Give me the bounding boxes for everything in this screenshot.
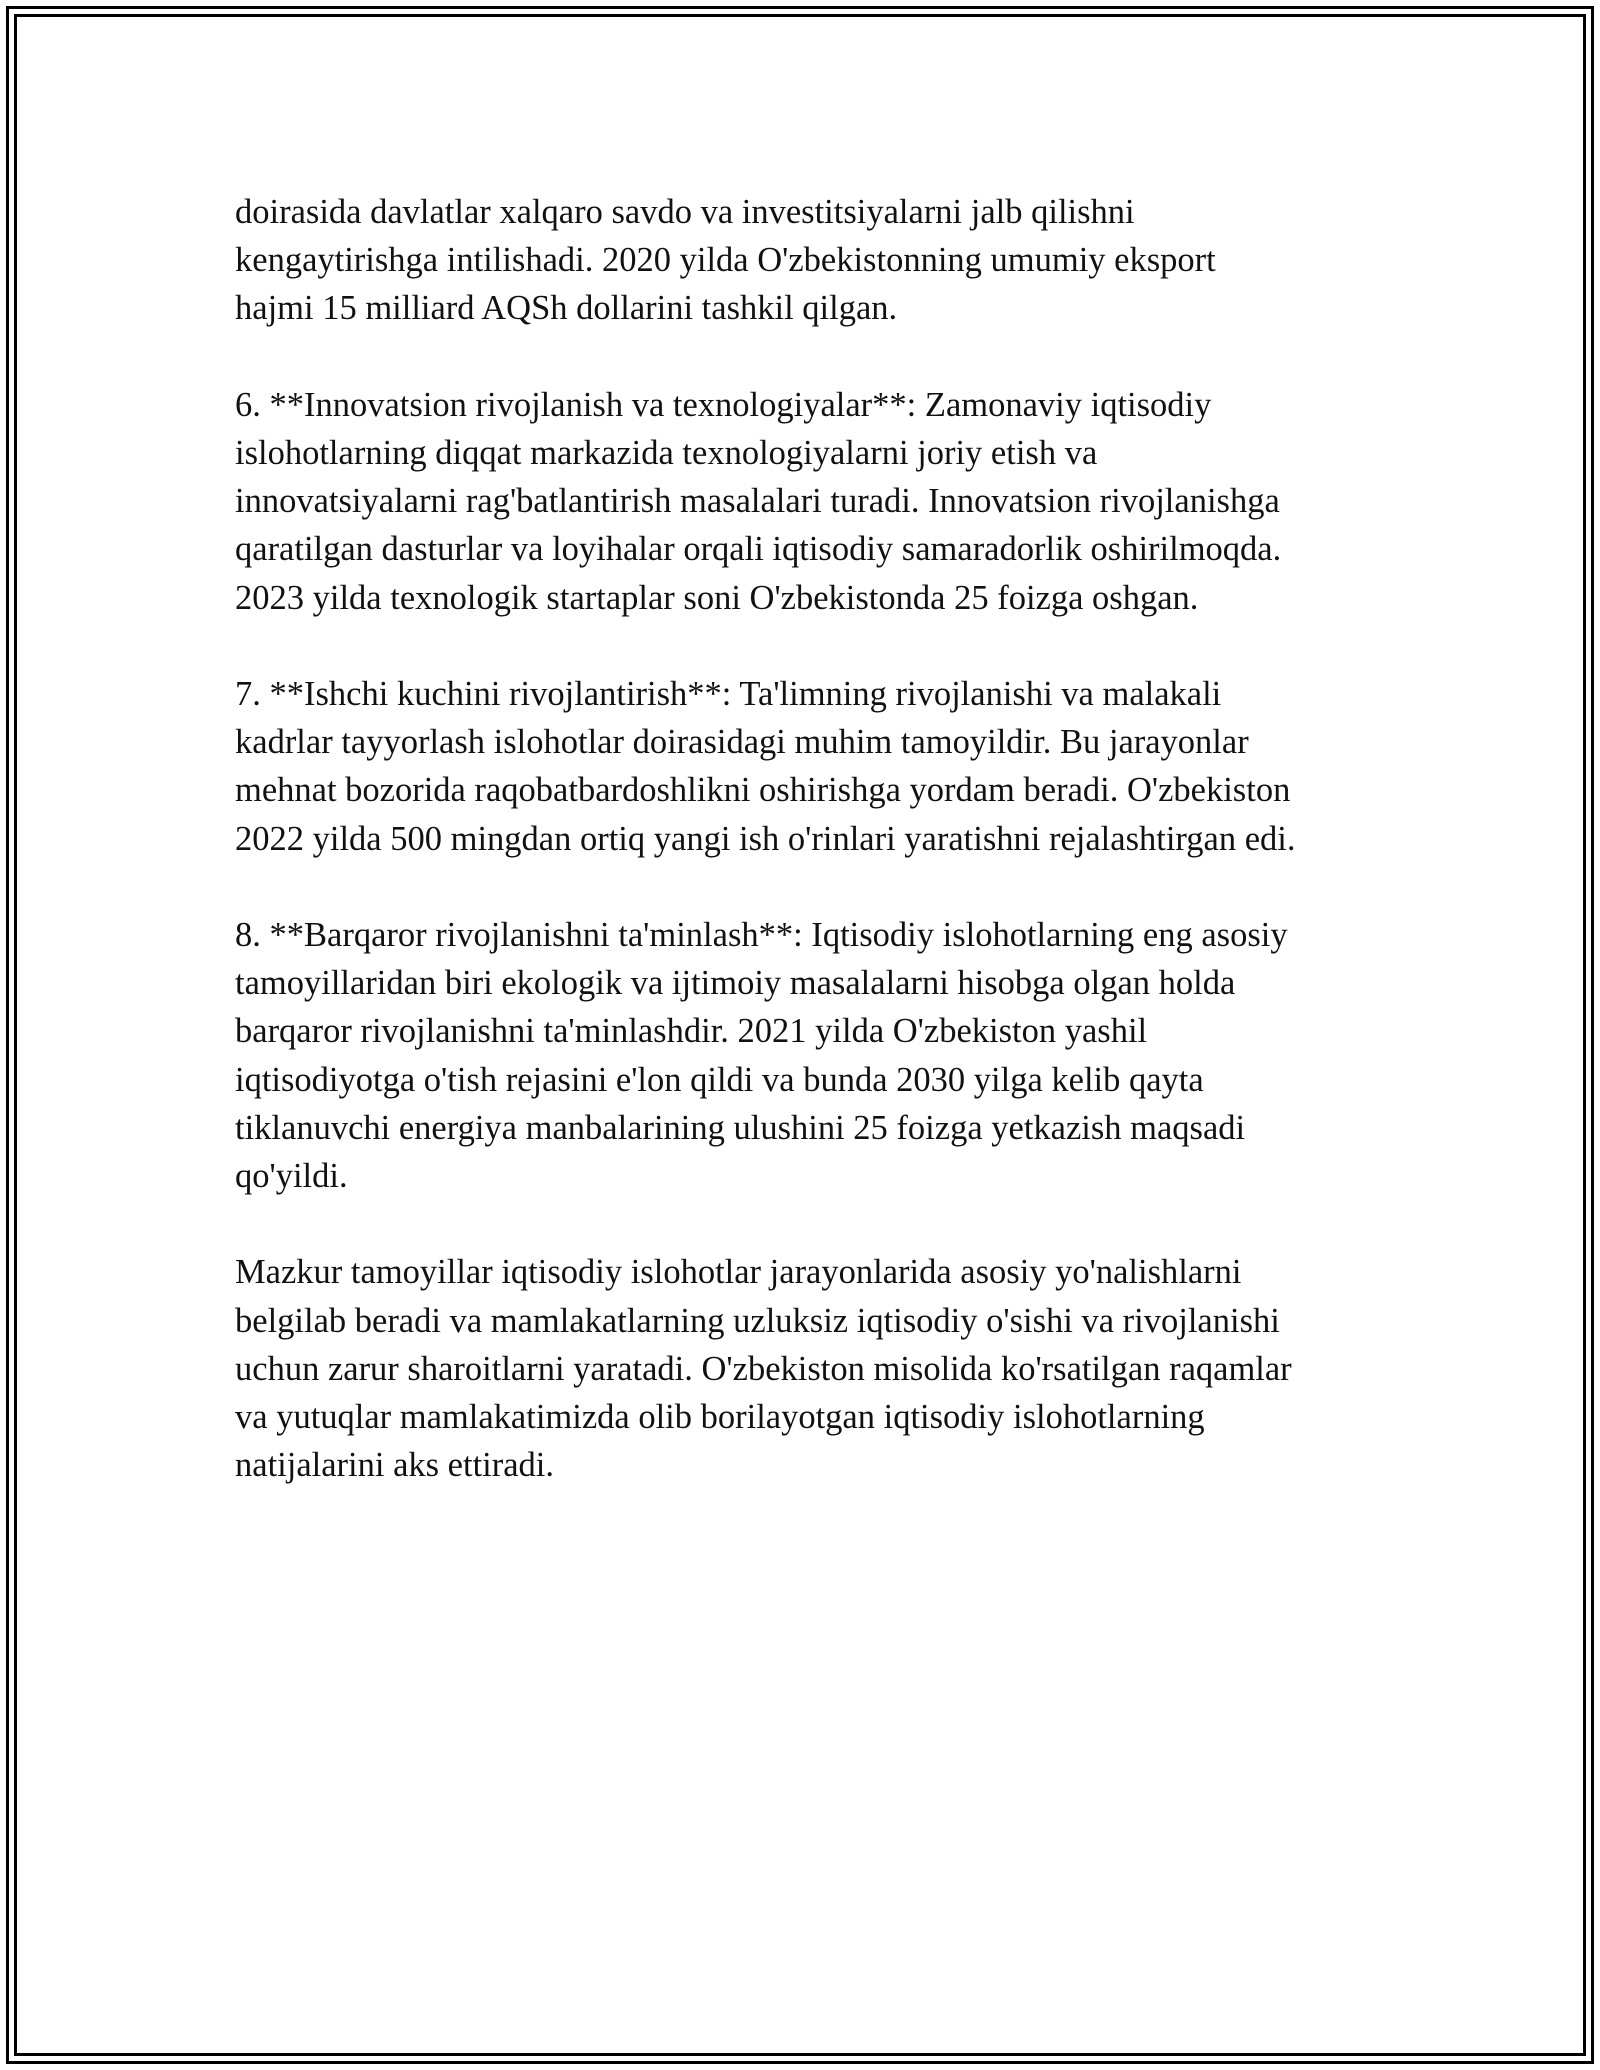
text-line: doirasida davlatlar xalqaro savdo va investitsiyalarni jalb qilishni	[235, 193, 1135, 231]
paragraph-continuation	[235, 188, 1395, 333]
text-line: natijalarini aks ettiradi.	[235, 1446, 555, 1485]
text-line: qaratilgan dasturlar va loyihalar orqali iqtisodiy samaradorlik oshirilmoqda.	[235, 530, 1282, 569]
text-line: iqtisodiyotga o'tish rejasini e'lon qildi va bunda 2030 yilga kelib qayta	[235, 1060, 1204, 1099]
text-line: innovatsiyalarni rag'batlantirish masalalari turadi. Innovatsion rivojlanishga	[235, 482, 1280, 521]
paragraph-item-7	[235, 670, 1395, 863]
text-line: Mazkur tamoyillar iqtisodiy islohotlar jarayonlarida asosiy yo'nalishlarni	[235, 1253, 1242, 1292]
text-line: 2022 yilda 500 mingdan ortiq yangi ish o'rinlari yaratishni rejalashtirgan edi.	[235, 819, 1296, 858]
paragraph-conclusion	[235, 1248, 1395, 1489]
text-line: islohotlarning diqqat markazida texnologiyalarni joriy etish va	[235, 434, 1098, 472]
text-line: tiklanuvchi energiya manbalarining ulushini 25 foizga yetkazish maqsadi	[235, 1108, 1246, 1147]
text-line: 8. **Barqaror rivojlanishni ta'minlash**: Iqtisodiy islohotlarning eng asosiy	[235, 916, 1288, 954]
paragraph-item-6	[235, 381, 1395, 622]
text-line: belgilab beradi va mamlakatlarning uzluksiz iqtisodiy o'sishi va rivojlanishi	[235, 1301, 1280, 1340]
text-line: qo'yildi.	[235, 1157, 348, 1196]
text-line: kengaytirishga intilishadi. 2020 yilda O'zbekistonning umumiy eksport	[235, 241, 1216, 280]
text-line: mehnat bozorida raqobatbardoshlikni oshirishga yordam beradi. O'zbekiston	[235, 771, 1291, 810]
text-line: 7. **Ishchi kuchini rivojlantirish**: Ta'limning rivojlanishi va malakali	[235, 675, 1222, 713]
text-line: tamoyillaridan biri ekologik va ijtimoiy masalalarni hisobga olgan holda	[235, 964, 1236, 1003]
text-line: hajmi 15 milliard AQSh dollarini tashkil qilgan.	[235, 289, 898, 328]
text-line: 6. **Innovatsion rivojlanish va texnologiyalar**: Zamonaviy iqtisodiy	[235, 385, 1212, 424]
text-line: 2023 yilda texnologik startaplar soni O'zbekistonda 25 foizga oshgan.	[235, 578, 1199, 617]
text-line: va yutuqlar mamlakatimizda olib borilayotgan iqtisodiy islohotlarning	[235, 1398, 1205, 1437]
document-body	[235, 188, 1395, 1538]
paragraph-item-8	[235, 911, 1395, 1200]
text-line: uchun zarur sharoitlarni yaratadi. O'zbekiston misolida ko'rsatilgan raqamlar	[235, 1349, 1292, 1388]
text-line: kadrlar tayyorlash islohotlar doirasidagi muhim tamoyildir. Bu jarayonlar	[235, 723, 1249, 762]
text-line: barqaror rivojlanishni ta'minlashdir. 2021 yilda O'zbekiston yashil	[235, 1012, 1148, 1051]
